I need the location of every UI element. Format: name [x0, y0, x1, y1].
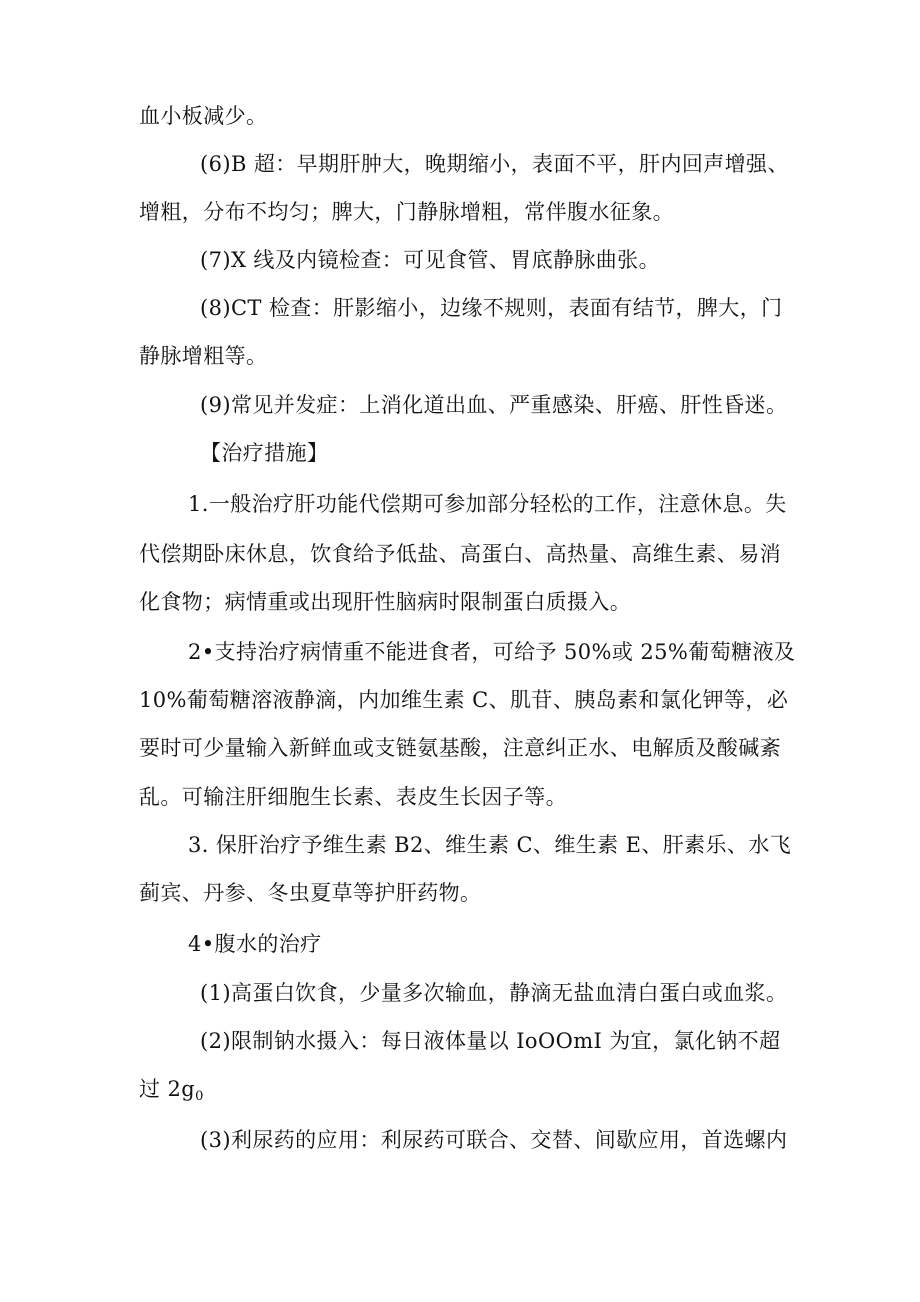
text-line: 代偿期卧床休息，饮食给予低盐、高蛋白、高热量、高维生素、易消: [139, 542, 781, 566]
text-line: 1.一般治疗肝功能代偿期可参加部分轻松的工作，注意休息。失: [188, 492, 787, 516]
text-line: 乱。可输注肝细胞生长素、表皮生长因子等。: [139, 785, 567, 809]
text-line: (8)CT 检查：肝影缩小，边缘不规则，表面有结节，脾大，门: [200, 296, 783, 320]
text-line: 10%葡萄糖溶液静滴，内加维生素 C、肌苷、胰岛素和氯化钾等，必: [139, 688, 789, 712]
text-line: (9)常见并发症：上消化道出血、严重感染、肝癌、肝性昏迷。: [200, 393, 788, 417]
text-line: 4•腹水的治疗: [188, 932, 322, 956]
text-line: (2)限制钠水摄入：每日液体量以 IoOOmI 为宜，氯化钠不超: [200, 1029, 781, 1053]
text-line: 血小板减少。: [139, 104, 268, 128]
text-line: (7)X 线及内镜检查：可见食管、胃底静脉曲张。: [200, 248, 660, 272]
text-line: 静脉增粗等。: [139, 344, 268, 368]
subscript: 0: [195, 1089, 204, 1104]
text-line: (3)利尿药的应用：利尿药可联合、交替、间歇应用，首选螺内: [200, 1128, 788, 1152]
text-line: 增粗，分布不均匀；脾大，门静脉增粗，常伴腹水征象。: [139, 200, 674, 224]
text-line: 蓟宾、丹参、冬虫夏草等护肝药物。: [139, 881, 482, 905]
text-line: (6)B 超：早期肝肿大，晚期缩小，表面不平，肝内回声增强、: [200, 152, 789, 176]
text-line: [139, 1075, 204, 1111]
text-span: 过 2g: [139, 1077, 196, 1101]
section-heading: 【治疗措施】: [200, 441, 329, 465]
text-line: 3. 保肝治疗予维生素 B2、维生素 C、维生素 E、肝素乐、水飞: [188, 833, 792, 857]
text-line: (1)高蛋白饮食，少量多次输血，静滴无盐血清白蛋白或血浆。: [200, 981, 788, 1005]
text-line: 2•支持治疗病情重不能进食者，可给予 50%或 25%葡萄糖液及: [188, 640, 796, 664]
text-line: 化食物；病情重或出现肝性脑病时限制蛋白质摄入。: [139, 590, 632, 614]
text-line: 要时可少量输入新鲜血或支链氨基酸，注意纠正水、电解质及酸碱紊: [139, 736, 781, 760]
